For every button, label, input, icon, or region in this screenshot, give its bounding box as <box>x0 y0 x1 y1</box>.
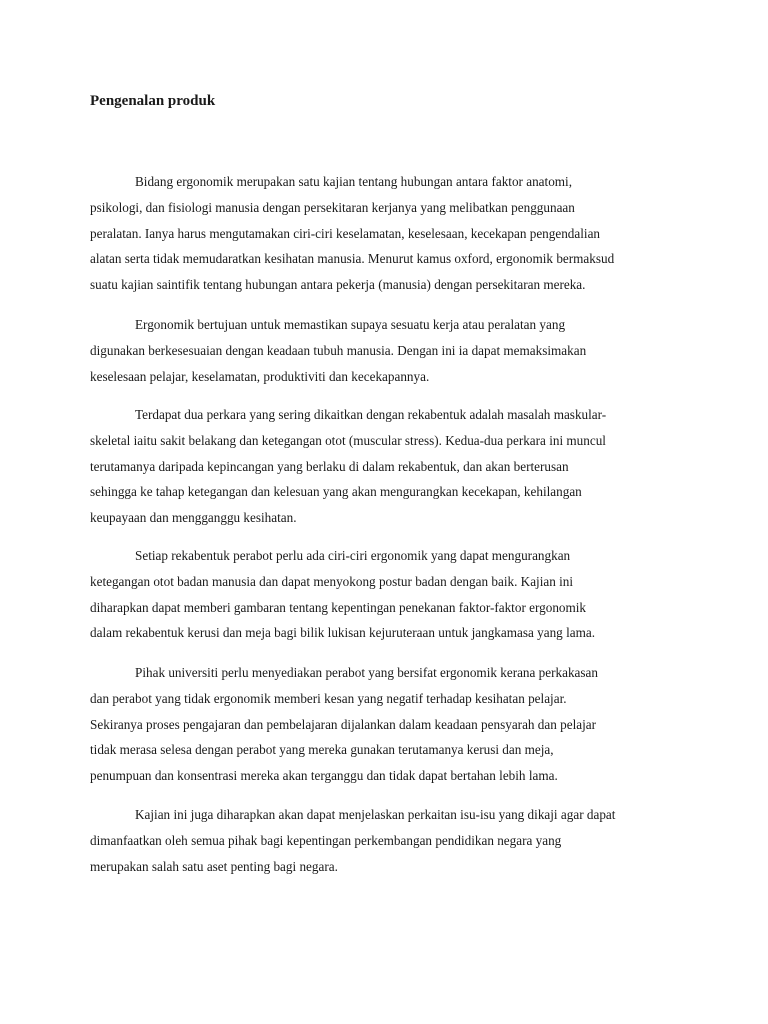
paragraph-pihak-universiti <box>90 660 680 789</box>
paragraph-line: psikologi, dan fisiologi manusia dengan persekitaran kerjanya yang melibatkan penggunaan <box>90 199 575 215</box>
paragraph-line: merupakan salah satu aset penting bagi negara. <box>90 858 338 874</box>
paragraph-ergonomik-tujuan <box>90 312 680 389</box>
paragraph-line: keupayaan dan mengganggu kesihatan. <box>90 510 297 526</box>
document-title: Pengenalan produk <box>90 93 216 109</box>
paragraph-line: ketegangan otot badan manusia dan dapat menyokong postur badan dengan baik. Kajian ini <box>90 573 574 589</box>
paragraph-line: digunakan berkesesuaian dengan keadaan tubuh manusia. Dengan ini ia dapat memaksimakan <box>90 342 587 358</box>
paragraph-line: Kajian ini juga diharapkan akan dapat menjelaskan perkaitan isu-isu yang dikaji agar dapat <box>135 807 616 822</box>
paragraph-kajian-manfaat <box>90 802 680 879</box>
paragraph-line: Ergonomik bertujuan untuk memastikan supaya sesuatu kerja atau peralatan yang <box>135 317 566 332</box>
paragraph-line: dimanfaatkan oleh semua pihak bagi kepentingan perkembangan pendidikan negara yang <box>90 832 562 848</box>
paragraph-line: Sekiranya proses pengajaran dan pembelajaran dijalankan dalam keadaan pensyarah dan pelajar <box>90 716 597 732</box>
paragraph-line: dalam rekabentuk kerusi dan meja bagi bilik lukisan kejuruteraan untuk jangkamasa yang lama. <box>90 625 595 641</box>
paragraph-line: alatan serta tidak memudaratkan kesihatan manusia. Menurut kamus oxford, ergonomik bermaksud <box>90 251 615 267</box>
paragraph-line: tidak merasa selesa dengan perabot yang mereka gunakan terutamanya kerusi dan meja, <box>90 742 554 758</box>
paragraph-line: suatu kajian saintifik tentang hubungan antara pekerja (manusia) dengan persekitaran mereka. <box>90 277 586 293</box>
paragraph-line: penumpuan dan konsentrasi mereka akan terganggu dan tidak dapat bertahan lebih lama. <box>90 768 558 784</box>
paragraph-line: peralatan. Ianya harus mengutamakan ciri-ciri keselamatan, keselesaan, kecekapan pengendalian <box>90 225 601 241</box>
paragraph-line: sehingga ke tahap ketegangan dan kelesuan yang akan mengurangkan kecekapan, kehilangan <box>90 484 582 500</box>
paragraph-line: Setiap rekabentuk perabot perlu ada ciri-ciri ergonomik yang dapat mengurangkan <box>135 548 571 563</box>
paragraph-perabot-ergonomik <box>90 543 680 646</box>
paragraph-line: keselesaan pelajar, keselamatan, produktiviti dan kecekapannya. <box>90 368 430 384</box>
paragraph-masalah-rekabentuk <box>90 402 680 531</box>
paragraph-line: Bidang ergonomik merupakan satu kajian tentang hubungan antara faktor anatomi, <box>135 174 573 189</box>
paragraph-line: diharapkan dapat memberi gambaran tentang kepentingan penekanan faktor-faktor ergonomik <box>90 599 587 615</box>
paragraph-line: Pihak universiti perlu menyediakan perabot yang bersifat ergonomik kerana perkakasan <box>135 665 598 680</box>
paragraph-line: terutamanya daripada kepincangan yang berlaku di dalam rekabentuk, dan akan berterusan <box>90 458 569 474</box>
paragraph-line: skeletal iaitu sakit belakang dan ketegangan otot (muscular stress). Kedua-dua perkara ini muncul <box>90 432 606 448</box>
paragraph-line: dan perabot yang tidak ergonomik memberi kesan yang negatif terhadap kesihatan pelajar. <box>90 690 567 706</box>
paragraph-ergonomik-definition <box>90 169 680 298</box>
paragraph-line: Terdapat dua perkara yang sering dikaitkan dengan rekabentuk adalah masalah maskular- <box>135 407 607 422</box>
